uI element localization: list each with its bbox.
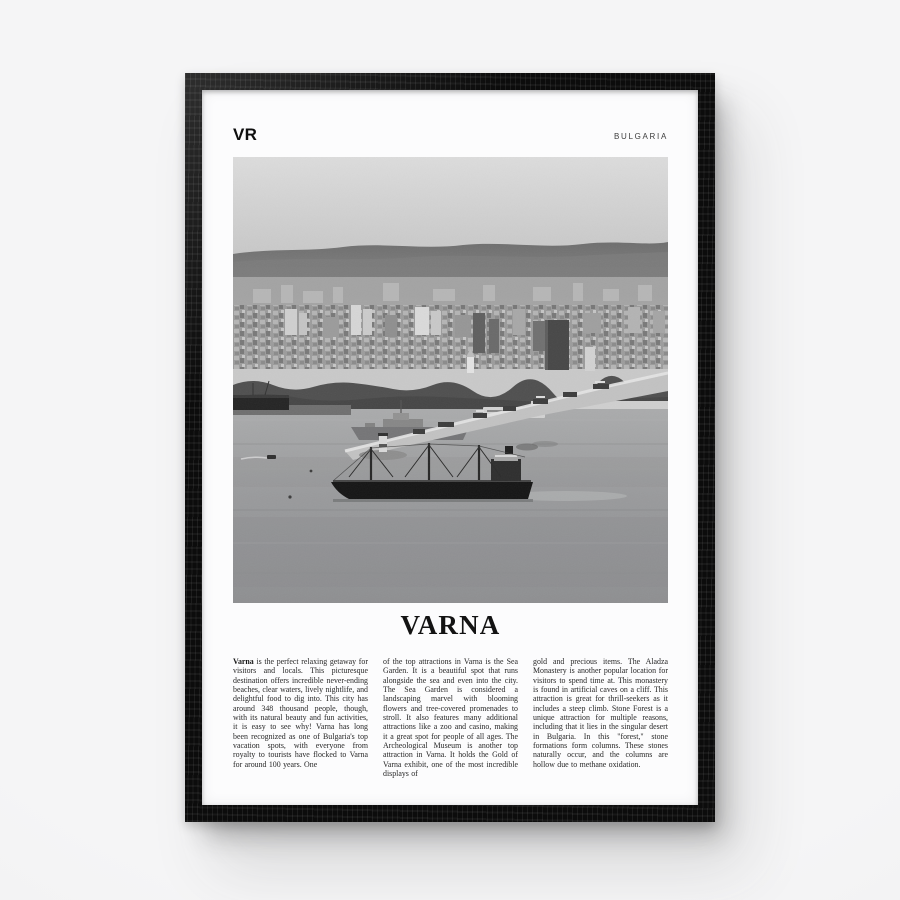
country-label: BULGARIA — [613, 132, 668, 141]
description-column-2 — [383, 657, 518, 778]
description-column-3 — [533, 657, 668, 778]
poster-header — [233, 126, 668, 143]
brand-logo: VR — [233, 125, 258, 144]
harbor-scene-illustration — [233, 157, 668, 603]
poster-title: VARNA — [400, 610, 501, 640]
varna-harbor-photo — [233, 157, 668, 603]
description-column-1 — [233, 657, 368, 778]
column-text: gold and precious items. The Aladza Monastery is another popular location for visitors to spend time at. This monastery is found in artificial caves on a cliff. This attraction is great for thrill-seekers as it includes a steep climb. Stone Forest is a unique attraction for multiple reasons, including that it lies in the singular desert in Bulgaria. In this "forest," stone formations form columns. These stones naturally occur, and the columns are hollow due to methane oxidation. — [533, 657, 668, 769]
column-text: is the perfect relaxing getaway for visitors and locals. This picturesque destination offers incredible never-ending beaches, clear waters, lively nightlife, and delightful food to dig into. This city has around 348 thousand people, though, with its natural beauty and fun activities, it is easy to see why! Varna has long been recognized as one of Bulgaria's top vacation spots, with everyone from royalty to tourists have flocked to Varna for around 100 years. One — [233, 657, 368, 769]
mat-board — [202, 90, 698, 805]
picture-frame — [185, 73, 715, 822]
poster — [233, 90, 668, 805]
column-text: of the top attractions in Varna is the Sea Garden. It is a beautiful spot that runs alongside the sea and even into the city. The Sea Garden is considered a landscaping marvel with blooming flowers and tree-covered promenades to stroll. It also features many additional attractions like a zoo and casino, making it a great spot for people of all ages. The Archeological Museum is another top attraction in Varna. It holds the Gold of Varna exhibit, one of the most incredible displays of — [383, 657, 518, 778]
description-columns — [233, 657, 668, 778]
lead-word: Varna — [233, 657, 254, 666]
